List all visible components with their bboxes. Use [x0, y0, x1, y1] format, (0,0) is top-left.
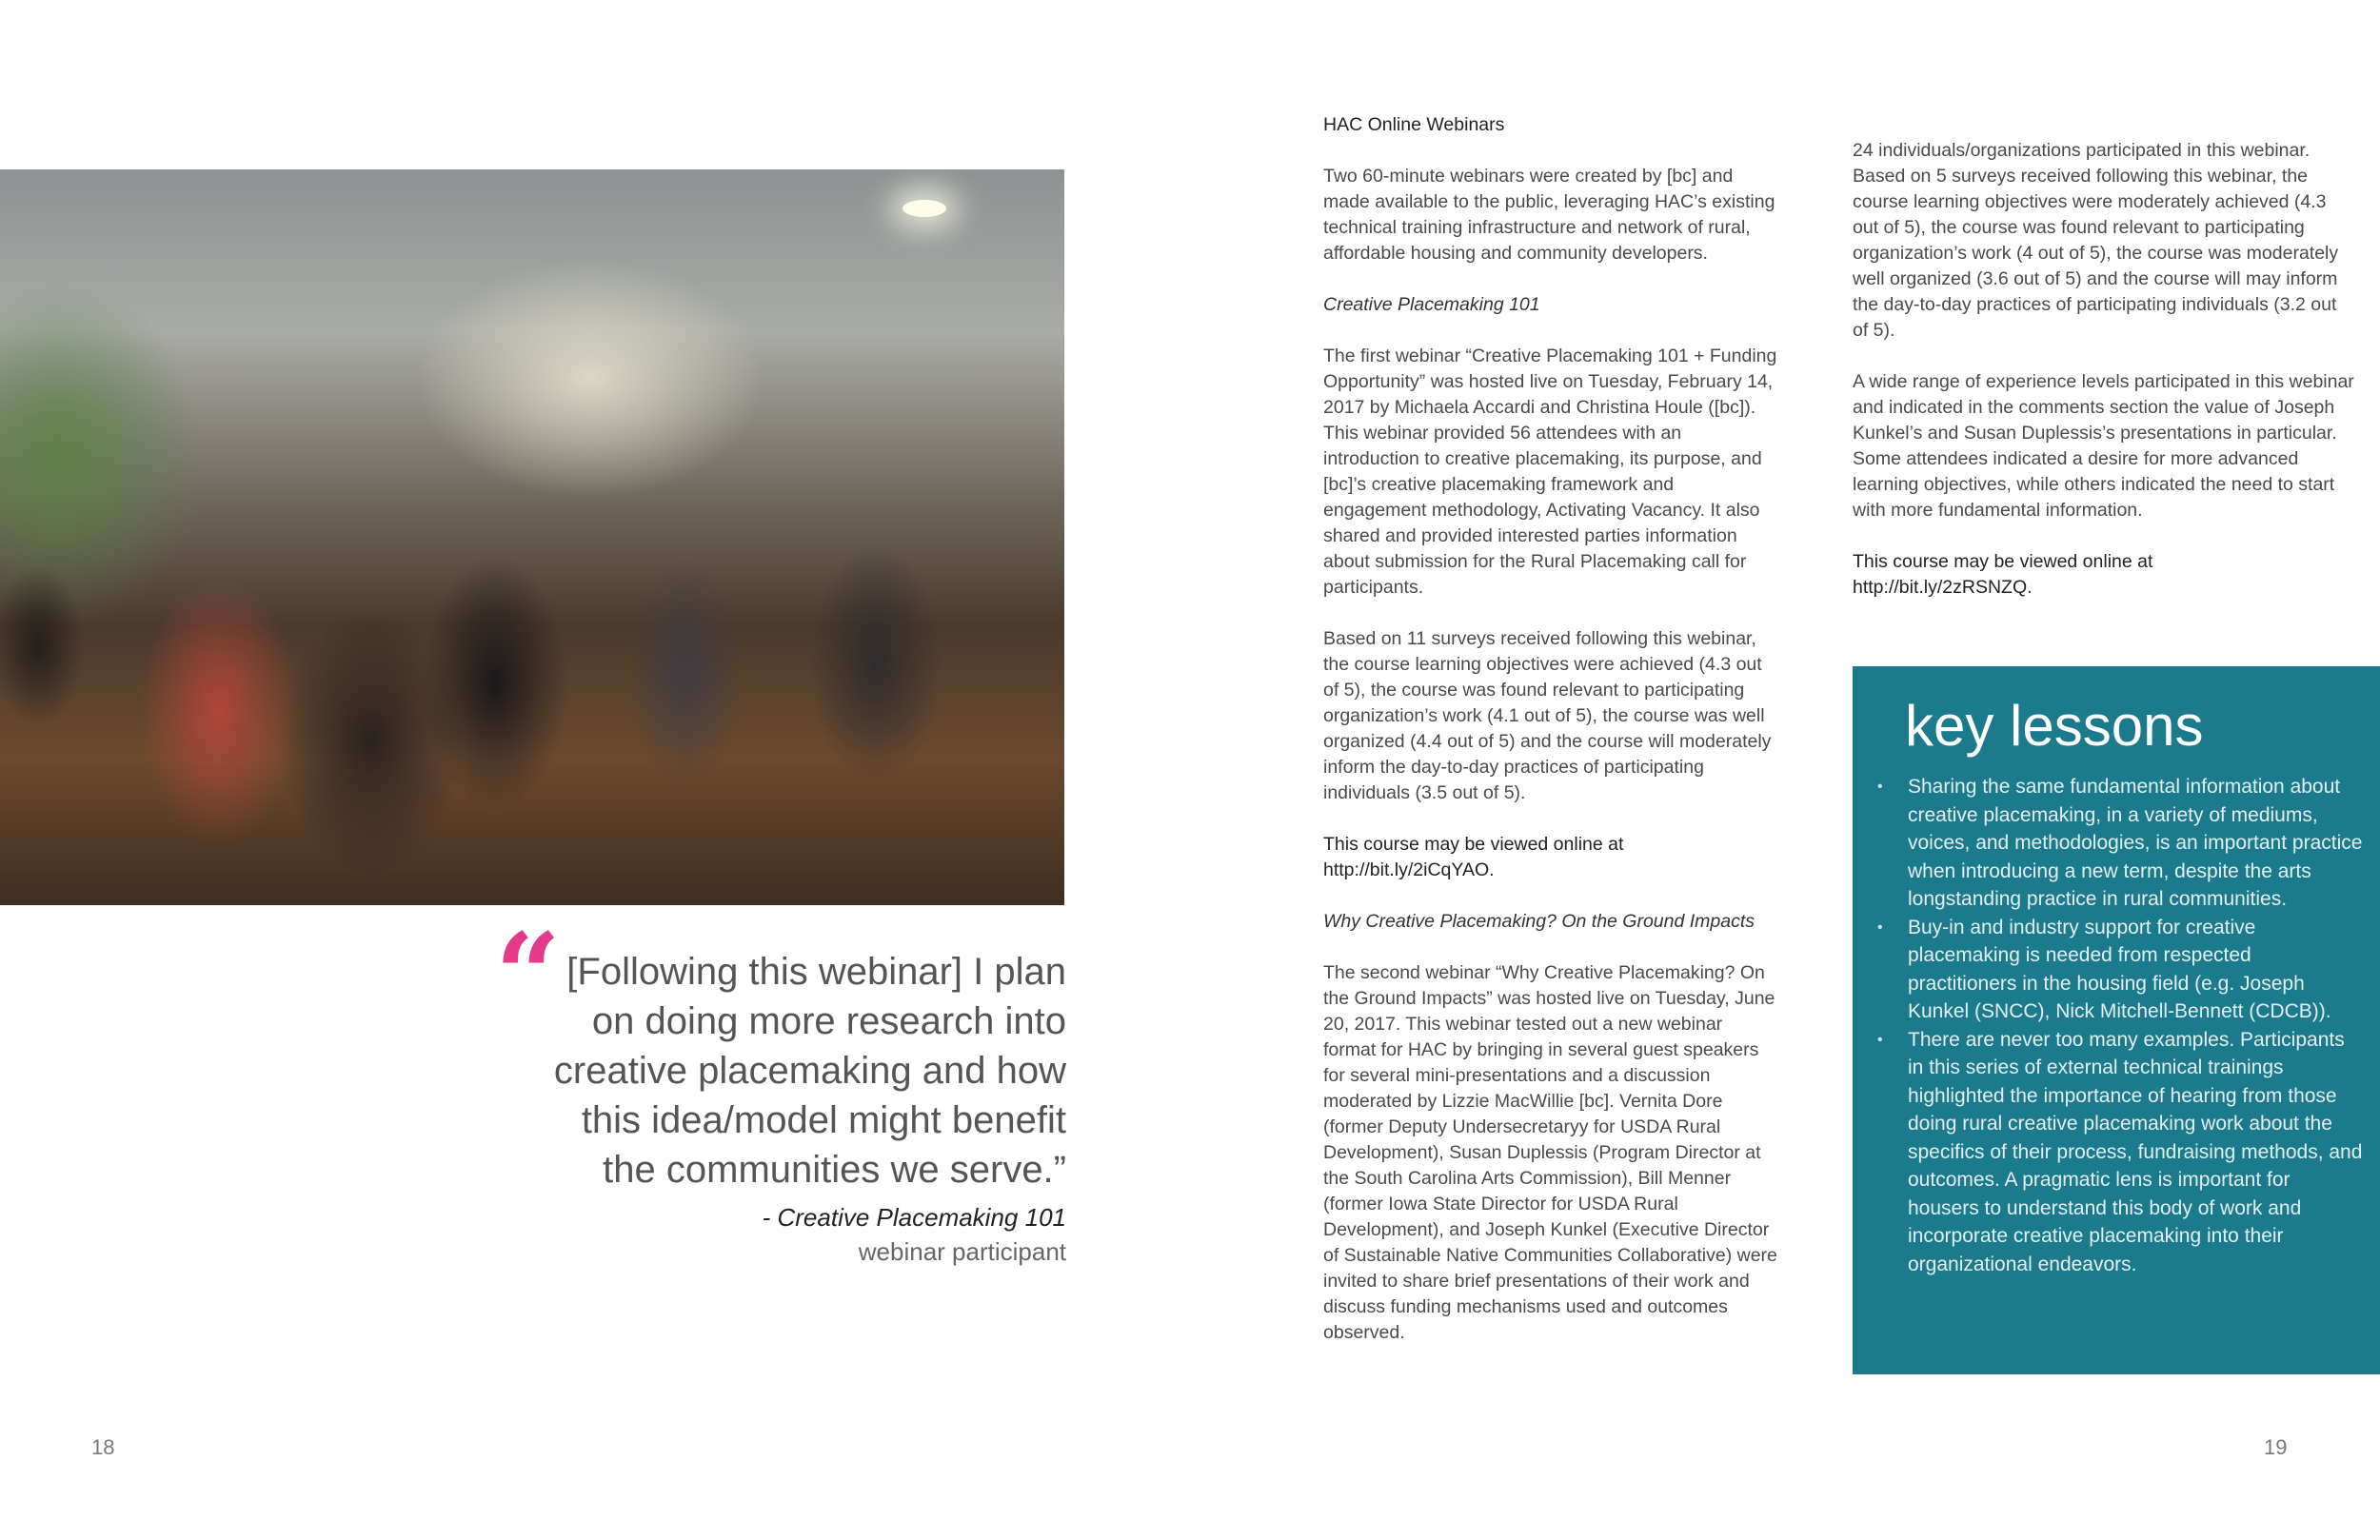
page-number-right: 19	[2264, 1435, 2288, 1459]
webinar-2-link[interactable]: http://bit.ly/2zRSNZQ.	[1853, 577, 2033, 598]
webinar-2-link-label: This course may be viewed online at	[1853, 551, 2153, 572]
pull-quote: [Following this webinar] I plan on doing more research into creative placemaking and how this idea/model might benefit the communities we serve.”	[553, 951, 1066, 1191]
quote-source: - Creative Placemaking 101	[762, 1203, 1066, 1232]
webinar-1-link[interactable]: http://bit.ly/2iCqYAO.	[1323, 859, 1495, 880]
quote-role: webinar participant	[858, 1237, 1066, 1266]
section-heading: HAC Online Webinars	[1323, 114, 1505, 135]
webinar-2-paragraph: The second webinar “Why Creative Placemaking? On the Ground Impacts” was hosted live on Tuesday, June 20, 2017. This webinar tested out a new webinar format for HAC by bringing in several guest speakers for several mini-presentations and a discussion moderated by Lizzie MacWillie [bc]. Vernita Dore (former Deputy Undersecretaryy for USDA Rural Development), Susan Duplessis (Program Director at the South Carolina Arts Commission), Bill Menner (former Iowa State Director for USDA Rural Development), and Joseph Kunkel (Executive Director of Sustainable Native Communities Collaborative) were invited to share brief presentations of their work and discuss funding mechanisms used and outcomes observed.	[1323, 962, 1777, 1343]
webinar-1-link-block	[1323, 832, 1778, 883]
webinar-2-link-block	[1853, 549, 2357, 601]
article-column-1	[1323, 112, 1778, 1372]
lesson-item: • Sharing the same fundamental information about creative placemaking, in a variety of mediums, voices, and methodologies, is an important practice when introducing a new term, despite the arts longstanding practice in rural communities.	[1870, 773, 2365, 914]
article-column-2	[1853, 138, 2357, 626]
quote-mark-icon: “	[495, 908, 562, 1042]
webinar-1-paragraph: The first webinar “Creative Placemaking 101 + Funding Opportunity” was hosted live on Tuesday, February 14, 2017 by Michaela Accardi and Christina Houle ([bc]). This webinar provided 56 attendees with an introduction to creative placemaking, its purpose, and [bc]’s creative placemaking framework and engagement methodology, Activating Vacancy. It also shared and provided interested parties information about submission for the Rural Placemaking call for participants.	[1323, 346, 1777, 598]
experience-paragraph: A wide range of experience levels participated in this webinar and indicated in the comments section the value of Joseph Kunkel’s and Susan Duplessis’s presentations in particular. Some attendees indicated a desire for more advanced learning objectives, while others indicated the need to start with more fundamental information.	[1853, 371, 2354, 521]
page-number-left: 18	[91, 1435, 115, 1459]
webinar-1-link-label: This course may be viewed online at	[1323, 834, 1624, 855]
dance-photo	[0, 169, 1064, 905]
key-lessons-title: key lessons	[1905, 694, 2204, 758]
subheading-webinar-1: Creative Placemaking 101	[1323, 294, 1540, 315]
ceiling-light	[902, 200, 946, 217]
subheading-webinar-2: Why Creative Placemaking? On the Ground Impacts	[1323, 911, 1755, 932]
webinar-2-survey-paragraph: 24 individuals/organizations participated in this webinar. Based on 5 surveys received following this webinar, the course learning objectives were moderately achieved (4.3 out of 5), the course was found relevant to participating organization’s work (4 out of 5), the course was moderately well organized (3.6 out of 5) and the course will may inform the day-to-day practices of participating individuals (3.2 out of 5).	[1853, 140, 2339, 341]
webinar-1-survey-paragraph: Based on 11 surveys received following this webinar, the course learning objectives were achieved (4.3 out of 5), the course was found relevant to participating organization’s work (4.1 out of 5), the course was well organized (4.4 out of 5) and the course will moderately inform the day-to-day practices of participating individuals (3.5 out of 5).	[1323, 628, 1772, 803]
lesson-item: • Buy-in and industry support for creative placemaking is needed from respected practitioners in the housing field (e.g. Joseph Kunkel (SNCC), Nick Mitchell-Bennett (CDCB)).	[1870, 914, 2365, 1026]
dancing-crowd	[0, 398, 1064, 905]
lesson-item: • There are never too many examples. Participants in this series of external technical trainings highlighted the importance of hearing from those doing rural creative placemaking work about the specifics of their process, fundraising methods, and outcomes. A pragmatic lens is important for housers to understand this body of work and incorporate creative placemaking into their organizational endeavors.	[1870, 1026, 2365, 1279]
intro-paragraph: Two 60-minute webinars were created by [bc] and made available to the public, leveraging HAC’s existing technical training infrastructure and network of rural, affordable housing and community developers.	[1323, 166, 1775, 264]
key-lessons-list	[1870, 773, 2365, 1278]
key-lessons-panel	[1853, 666, 2380, 1374]
